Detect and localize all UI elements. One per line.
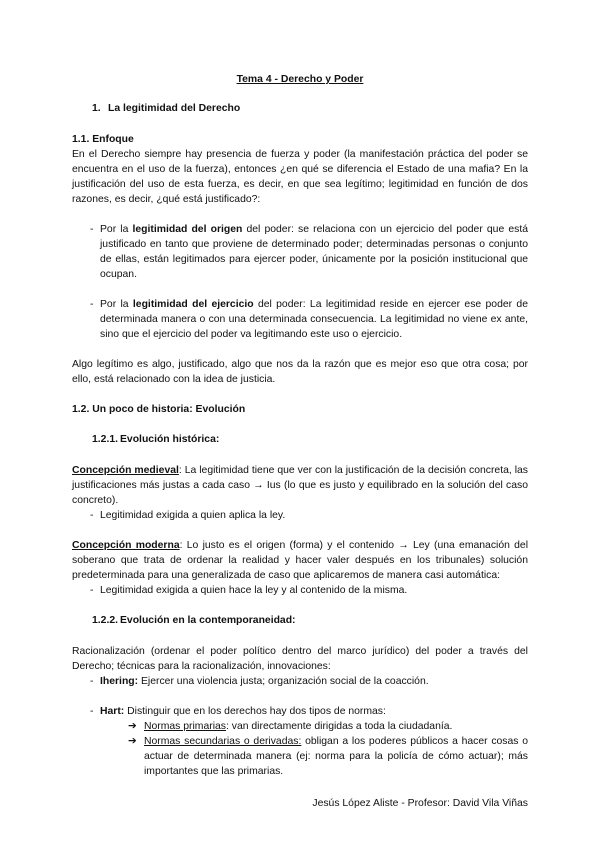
arrow-item-normas-primarias: ➔ Normas primarias: van directamente dirigidas a toda la ciudadanía. — [128, 721, 453, 732]
arrow-icon: ➔ — [128, 736, 137, 747]
bullet-legitimidad-ejercicio: - Por la legitimidad del ejercicio del poder: La legitimidad reside en ejercer ese poder de determinada manera o con una determinada consecuencia. La legitimidad no viene ex ante, sino que el ejercicio del poder va legitimando este uso o ejercicio. — [90, 299, 528, 340]
bullet-ihering: - Ihering: Ejercer una violencia justa; organización social de la coacción. — [90, 676, 429, 687]
bullet-moderna: - Legitimidad exigida a quien hace la ley y al contenido de la misma. — [90, 585, 408, 596]
section-1-2-2-heading — [92, 613, 528, 628]
concepcion-medieval-paragraph: Concepción medieval: La legitimidad tiene que ver con la justificación de la decisión concreta, las justificaciones más justas a cada caso → Ius (lo que es justo y equilibrado en la solución del caso concreto). — [72, 465, 528, 506]
section-1-2-2-title: Evolución en la contemporaneidad: — [120, 615, 296, 626]
bullet-dash: - — [90, 585, 94, 596]
section-1-1-closing: Algo legítimo es algo, justificado, algo que nos da la razón que es mejor eso que otra cosa; por ello, está relacionado con la idea de justicia. — [72, 359, 528, 385]
bullet-hart: - Hart: Distinguir que en los derechos hay dos tipos de normas: — [90, 706, 386, 717]
term-legitimidad-ejercicio: legitimidad del ejercicio — [132, 299, 254, 310]
term-legitimidad-origen: legitimidad del origen — [132, 224, 243, 235]
ihering-name: Ihering: — [100, 676, 139, 687]
page-footer: Jesús López Aliste - Profesor: David Vila Viñas — [312, 798, 528, 809]
normas-primarias-label: Normas primarias — [144, 721, 226, 732]
bullet-dash: - — [90, 224, 94, 235]
concepcion-moderna-paragraph: Concepción moderna: Lo justo es el origen (forma) y el contenido → Ley (una emanación del soberano que trata de ordenar la realidad y hacer valer después en los tribunales) solución predeterminada para una generalizada de caso que aplicaremos de manera casi automática: — [72, 540, 529, 581]
document-page — [72, 72, 528, 779]
section-1-2-heading: 1.2. Un poco de historia: Evolución — [72, 404, 246, 415]
concepcion-moderna-label: Concepción moderna — [72, 540, 180, 551]
section-1-2-1-number: 1.2.1. — [92, 434, 118, 445]
arrow-icon: ➔ — [128, 721, 137, 732]
bullet-dash: - — [90, 676, 94, 687]
section-1-number: 1. — [92, 103, 101, 114]
section-1-heading — [92, 101, 528, 116]
bullet-dash: - — [90, 299, 94, 310]
section-1-2-1-title: Evolución histórica: — [120, 434, 220, 445]
bullet-legitimidad-origen: - Por la legitimidad del origen del poder: se relaciona con un ejercicio del poder que está justificado en tanto que proviene de determinado poder; determinadas personas o conjunto de ellas, están legitimados para ejercer poder, únicamente por la posición institucional que ocupan. — [90, 224, 528, 280]
section-1-2-2-number: 1.2.2. — [92, 615, 118, 626]
hart-name: Hart: — [100, 706, 125, 717]
arrow-item-normas-secundarias: ➔ Normas secundarias o derivadas: obligan a los poderes públicos a hacer cosas o actuar de determinada manera (ej: norma para la policía de cómo actuar); más importantes que las primarias. — [128, 736, 529, 777]
bullet-dash: - — [90, 510, 94, 521]
bullet-dash: - — [90, 706, 94, 717]
document-title: Tema 4 - Derecho y Poder — [236, 74, 364, 85]
section-1-1-heading: 1.1. Enfoque — [72, 134, 134, 145]
section-1-2-1-heading — [92, 432, 528, 447]
section-1-2-2-intro: Racionalización (ordenar el poder político dentro del marco jurídico) del poder a través del Derecho; técnicas para la racionalización, innovaciones: — [72, 646, 528, 672]
section-1-title: La legitimidad del Derecho — [108, 103, 241, 114]
normas-secundarias-label: Normas secundarias o derivadas: — [144, 736, 302, 747]
section-1-1-intro: En el Derecho siempre hay presencia de fuerza y poder (la manifestación práctica del poder se encuentra en el uso de la fuerza), entonces ¿en qué se diferencia el Estado de una mafia? En la justificación del uso de esta fuerza, es decir, en que sea legítimo; legitimidad en función de dos razones, es decir, ¿qué está justificado?: — [72, 149, 528, 205]
bullet-medieval: - Legitimidad exigida a quien aplica la ley. — [90, 510, 286, 521]
concepcion-medieval-label: Concepción medieval — [72, 465, 179, 476]
